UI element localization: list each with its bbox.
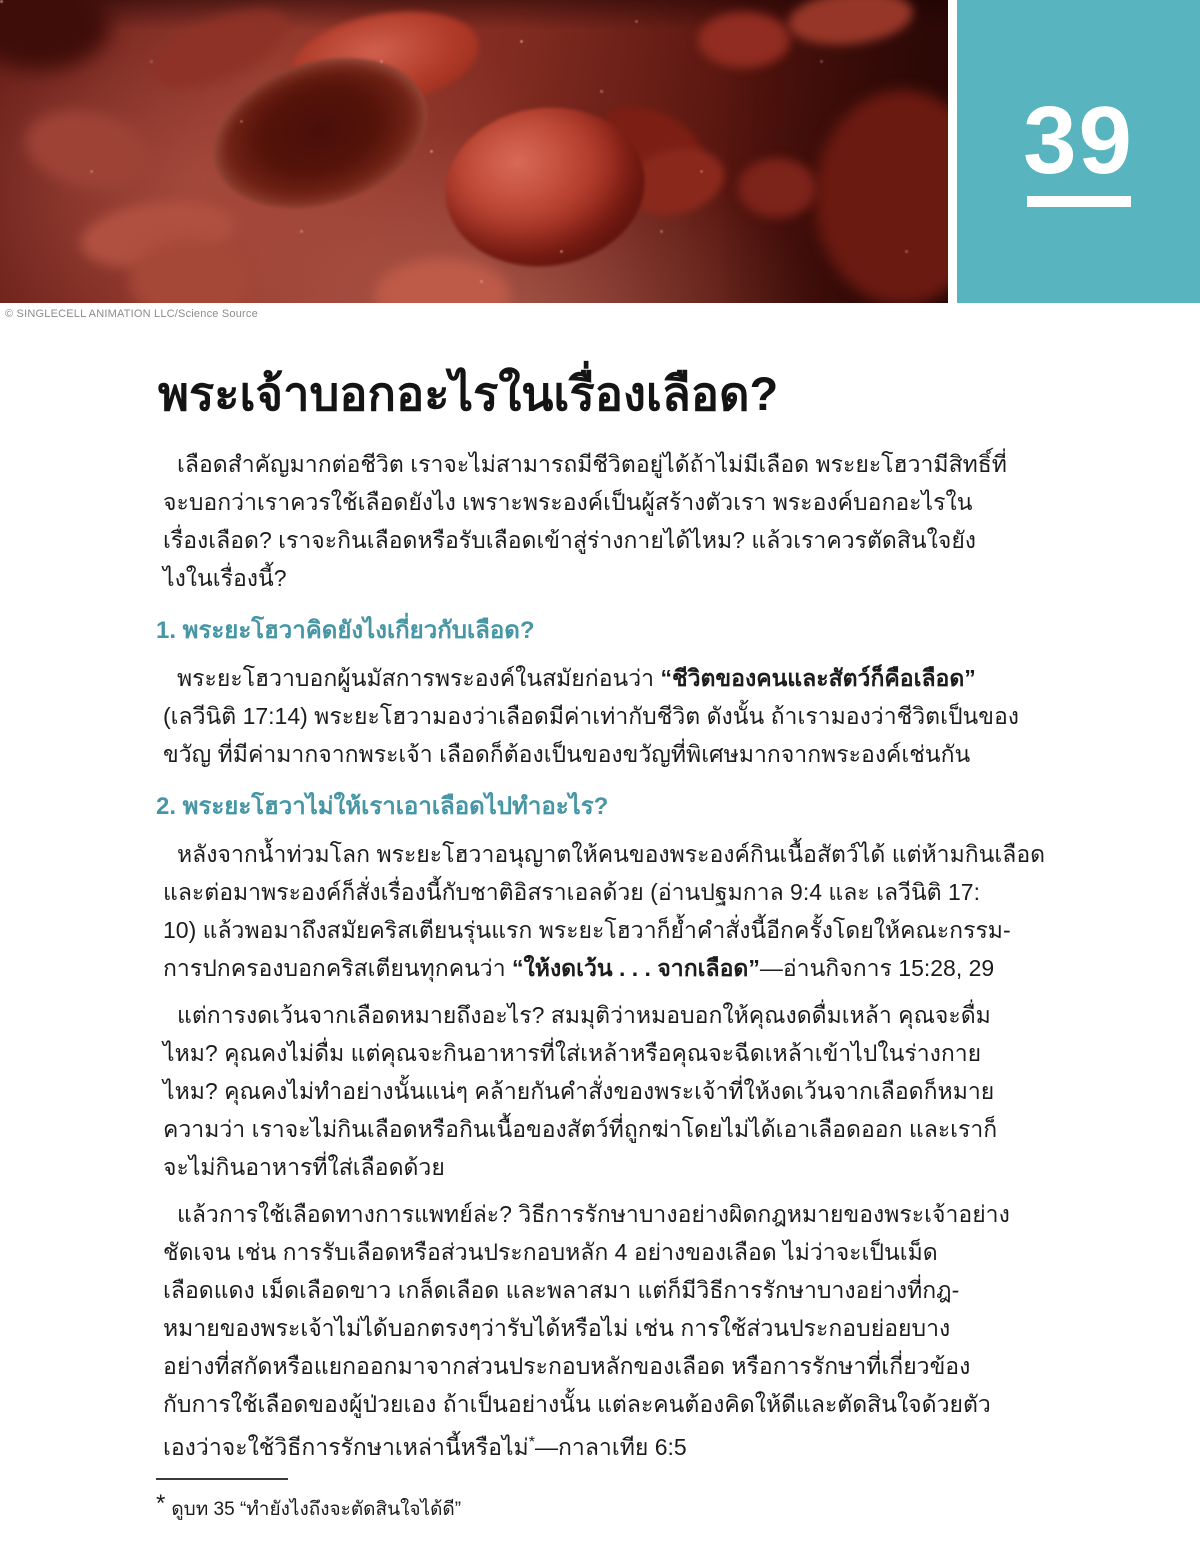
text-line: เลือดสำคัญมากต่อชีวิต เราจะไม่สามารถมีชีวิตอยู่ได้ถ้าไม่มีเลือด พระยะโฮวามีสิทธิ์ที่ (177, 451, 1007, 477)
text-line: 10) แล้วพอมาถึงสมัยคริสเตียนรุ่นแรก พระยะโฮวาก็ย้ำคำสั่งนี้อีกครั้งโดยให้คณะกรรม- (163, 917, 1011, 943)
section-2-paragraph-1 (163, 835, 1046, 987)
text-line: หมายของพระเจ้าไม่ได้บอกตรงๆว่ารับได้หรือไม่ เช่น การใช้ส่วนประกอบย่อยบาง (163, 1315, 951, 1341)
text-line: แล้วการใช้เลือดทางการแพทย์ล่ะ? วิธีการรักษาบางอย่างผิดกฎหมายของพระเจ้าอย่าง (177, 1201, 1010, 1227)
text-line: ไงในเรื่องนี้? (163, 565, 287, 591)
chapter-number: 39 (1023, 87, 1134, 194)
text-line (163, 949, 1046, 987)
footnote-body: ดูบท 35 “ทำยังไงถึงจะตัดสินใจได้ดี” (171, 1499, 462, 1520)
section-2-paragraph-2 (163, 996, 1046, 1186)
text-line: และต่อมาพระองค์ก็สั่งเรื่องนี้กับชาติอิสราเอลด้วย (อ่านปฐมกาล 9:4 และ เลวีนิติ 17: (163, 879, 980, 905)
text-line: หลังจากน้ำท่วมโลก พระยะโฮวาอนุญาตให้คนของพระองค์กินเนื้อสัตว์ได้ แต่ห้ามกินเลือด (177, 841, 1046, 867)
text-line: ชัดเจน เช่น การรับเลือดหรือส่วนประกอบหลัก 4 อย่างของเลือด ไม่ว่าจะเป็นเม็ด (163, 1239, 938, 1265)
section-1-heading: 1. พระยะโฮวาคิดยังไงเกี่ยวกับเลือด? (156, 617, 535, 644)
text-line: (เลวีนิติ 17:14) พระยะโฮวามองว่าเลือดมีค่าเท่ากับชีวิต ดังนั้น ถ้าเรามองว่าชีวิตเป็นของ (163, 703, 1020, 729)
blood-cells-photo (0, 0, 948, 303)
text-line (163, 1423, 1046, 1466)
intro-paragraph (163, 445, 1046, 597)
footnote-star: * (156, 1490, 166, 1517)
text-line: กับการใช้เลือดของผู้ป่วยเอง ถ้าเป็นอย่างนั้น แต่ละคนต้องคิดให้ดีและตัดสินใจด้วยตัว (163, 1391, 991, 1417)
bold-quote: “ให้งดเว้น . . . จากเลือด” (512, 955, 760, 981)
text-line: จะไม่กินอาหารที่ใส่เลือดด้วย (163, 1154, 445, 1180)
text-line (163, 659, 1046, 697)
text-line: แต่การงดเว้นจากเลือดหมายถึงอะไร? สมมุติว่าหมอบอกให้คุณงดดื่มเหล้า คุณจะดื่ม (177, 1002, 991, 1028)
text-line: ความว่า เราจะไม่กินเลือดหรือกินเนื้อของสัตว์ที่ถูกฆ่าโดยไม่ได้เอาเลือดออก และเราก็ (163, 1116, 998, 1142)
photo-credit: © SINGLECELL ANIMATION LLC/Science Source (5, 308, 258, 320)
bold-quote: “ชีวิตของคนและสัตว์ก็คือเลือด” (660, 665, 976, 691)
section-2-paragraph-3 (163, 1195, 1046, 1466)
section-2-heading: 2. พระยะโฮวาไม่ให้เราเอาเลือดไปทำอะไร? (156, 793, 609, 820)
footnote-text (156, 1489, 1046, 1525)
chapter-number-underline (1027, 196, 1131, 207)
section-1-paragraph (163, 659, 1046, 773)
footnote (156, 1478, 1046, 1525)
text-segment: —อ่านกิจการ 15:28, 29 (759, 955, 995, 981)
page-title: พระเจ้าบอกอะไรในเรื่องเลือด? (158, 367, 779, 420)
text-line: จะบอกว่าเราควรใช้เลือดยังไง เพราะพระองค์เป็นผู้สร้างตัวเรา พระองค์บอกอะไรใน (163, 489, 973, 515)
text-line: เรื่องเลือด? เราจะกินเลือดหรือรับเลือดเข้าสู่ร่างกายได้ไหม? แล้วเราควรตัดสินใจยัง (163, 527, 977, 553)
text-segment: การปกครองบอกคริสเตียนทุกคนว่า (163, 955, 513, 981)
text-line: ไหม? คุณคงไม่ทำอย่างนั้นแน่ๆ คล้ายกันคำสั่งของพระเจ้าที่ให้งดเว้นจากเลือดก็หมาย (163, 1078, 995, 1104)
chapter-number-block (957, 0, 1200, 303)
text-segment: พระยะโฮวาบอกผู้นมัสการพระองค์ในสมัยก่อนว่า (177, 665, 661, 691)
text-segment: เองว่าจะใช้วิธีการรักษาเหล่านี้หรือไม่ (163, 1434, 529, 1460)
article-body (156, 436, 1046, 1525)
text-line: ไหม? คุณคงไม่ดื่ม แต่คุณจะกินอาหารที่ใส่เหล้าหรือคุณจะฉีดเหล้าเข้าไปในร่างกาย (163, 1040, 982, 1066)
footnote-marker: * (528, 1433, 535, 1451)
text-line: เลือดแดง เม็ดเลือดขาว เกล็ดเลือด และพลาสมา แต่ก็มีวิธีการรักษาบางอย่างที่กฎ- (163, 1277, 960, 1303)
scripture-reference: —กาลาเทีย 6:5 (535, 1434, 687, 1460)
footnote-divider (156, 1478, 288, 1480)
hero-banner (0, 0, 1200, 303)
text-line: ขวัญ ที่มีค่ามากจากพระเจ้า เลือดก็ต้องเป็นของขวัญที่พิเศษมากจากพระองค์เช่นกัน (163, 741, 971, 767)
text-line: อย่างที่สกัดหรือแยกออกมาจากส่วนประกอบหลักของเลือด หรือการรักษาที่เกี่ยวข้อง (163, 1353, 971, 1379)
